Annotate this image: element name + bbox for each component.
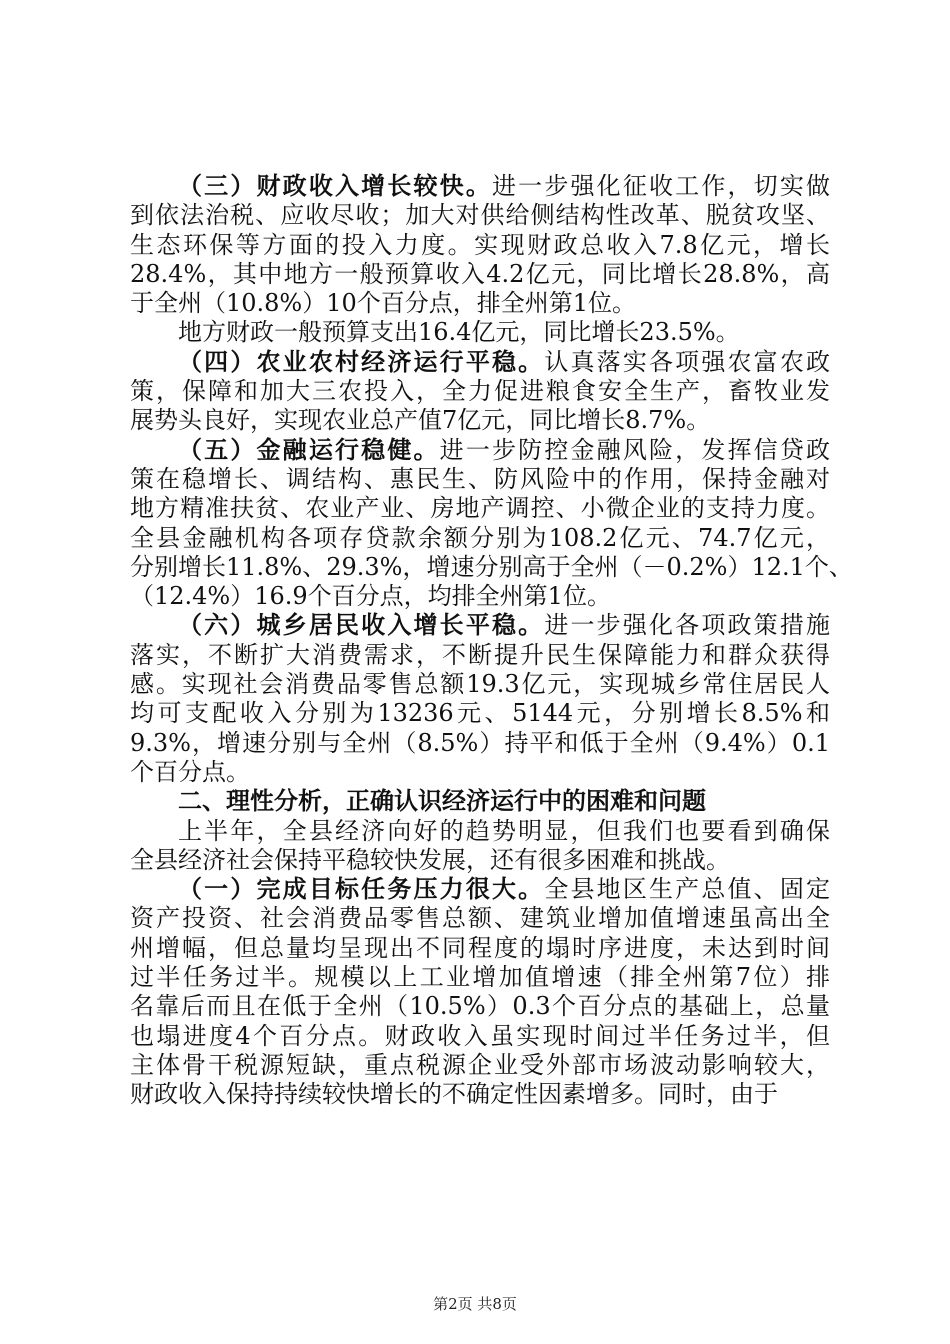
body-text: 认真落实各项强农富农政: [544, 347, 831, 376]
body-text: 28.4%，其中地方一般预算收入4.2亿元，同比增长28.8%，高: [130, 259, 830, 288]
body-text: 进一步强化征收工作，切实做: [492, 172, 830, 200]
section-heading: （四）农业农村经济运行平稳。: [178, 347, 545, 376]
text-line: [130, 904, 830, 933]
body-text: 个百分点。: [130, 757, 250, 786]
text-line: [130, 670, 830, 699]
text-line: [130, 934, 830, 963]
text-line: [130, 992, 830, 1021]
body-text: 名靠后而且在低于全州（10.5%）0.3个百分点的基础上，总量: [130, 992, 830, 1021]
text-line: [130, 348, 830, 377]
body-text: 过半任务过半。规模以上工业增加值增速（排全州第7位）排: [130, 963, 830, 992]
body-text: 感。实现社会消费品零售总额19.3亿元，实现城乡常住居民人: [130, 670, 830, 699]
text-line: [130, 172, 830, 201]
body-text: 主体骨干税源短缺，重点税源企业受外部市场波动影响较大，: [130, 1050, 830, 1079]
body-text: （12.4%）16.9个百分点，均排全州第1位。: [130, 582, 611, 611]
body-text: 全县地区生产总值、固定: [544, 875, 831, 904]
section-heading: （三）财政收入增长较快。: [178, 172, 492, 200]
text-line: [130, 201, 830, 230]
body-text: 地方精准扶贫、农业产业、房地产调控、小微企业的支持力度。: [130, 494, 830, 523]
body-text: 也塌进度4个百分点。财政收入虽实现时间过半任务过半，但: [130, 1021, 830, 1050]
text-line: [130, 231, 830, 260]
body-text: 州增幅，但总量均呈现出不同程度的塌时序进度，未达到时间: [130, 933, 830, 962]
text-line: [130, 289, 830, 318]
body-text: 资产投资、社会消费品零售总额、建筑业增加值增速虽高出全: [130, 904, 830, 933]
text-line: [130, 377, 830, 406]
section-heading: （一）完成目标任务压力很大。: [178, 875, 545, 904]
body-text: 于全州（10.8%）10个百分点，排全州第1位。: [130, 289, 637, 318]
text-line: [130, 1022, 830, 1051]
paragraph: [130, 611, 830, 787]
document-body: [130, 172, 853, 1110]
body-text: 全县经济社会保持平稳较快发展，还有很多困难和挑战。: [130, 845, 730, 874]
paragraph: [130, 172, 830, 318]
body-text: 进一步防控金融风险，发挥信贷政: [439, 435, 831, 464]
text-line: [130, 641, 830, 670]
body-text: 进一步强化各项政策措施: [544, 611, 831, 640]
text-line: [130, 875, 830, 904]
text-line: [130, 260, 830, 289]
text-line: [130, 582, 830, 611]
body-text: 全县金融机构各项存贷款余额分别为108.2亿元、74.7亿元，: [130, 523, 830, 552]
section-heading: 二、理性分析，正确认识经济运行中的困难和问题: [178, 787, 706, 816]
text-line: [130, 787, 830, 816]
paragraph: [130, 817, 830, 876]
text-line: [130, 524, 830, 553]
body-text: 策在稳增长、调结构、惠民生、防风险中的作用，保持金融对: [130, 464, 830, 493]
body-text: 到依法治税、应收尽收；加大对供给侧结构性改革、脱贫攻坚、: [130, 201, 830, 230]
body-text: 均可支配收入分别为13236元、5144元，分别增长8.5%和: [130, 699, 830, 728]
section-heading: （六）城乡居民收入增长平稳。: [178, 611, 545, 640]
text-line: [130, 963, 830, 992]
text-line: [130, 406, 830, 435]
text-line: [130, 494, 830, 523]
paragraph: [130, 787, 830, 816]
text-line: [130, 699, 830, 728]
text-line: [130, 318, 830, 347]
body-text: 财政收入保持持续较快增长的不确定性因素增多。同时，由于: [130, 1080, 778, 1109]
paragraph: [130, 318, 830, 347]
paragraph: [130, 348, 830, 436]
body-text: 上半年，全县经济向好的趋势明显，但我们也要看到确保: [178, 816, 830, 845]
text-line: [130, 758, 830, 787]
body-text: 地方财政一般预算支出16.4亿元，同比增长23.5%。: [178, 318, 740, 347]
text-line: [130, 552, 853, 582]
body-text: 9.3%，增速分别与全州（8.5%）持平和低于全州（9.4%）0.1: [130, 728, 830, 757]
section-heading: （五）金融运行稳健。: [178, 435, 440, 464]
body-text: 落实，不断扩大消费需求，不断提升民生保障能力和群众获得: [130, 640, 830, 669]
paragraph: [130, 435, 853, 612]
text-line: [130, 465, 830, 494]
text-line: [130, 817, 830, 846]
text-line: [130, 1051, 830, 1080]
body-text: 生态环保等方面的投入力度。实现财政总收入7.8亿元，增长: [130, 230, 830, 259]
body-text: 策，保障和加大三农投入，全力促进粮食安全生产，畜牧业发: [130, 377, 830, 406]
body-text: 分别增长11.8%、29.3%，增速分别高于全州（－0.2%）12.1个、: [130, 552, 853, 581]
body-text: 展势头良好，实现农业总产值7亿元，同比增长8.7%。: [130, 406, 711, 435]
page-footer: 第2页 共8页: [433, 1295, 517, 1313]
text-line: [130, 436, 830, 465]
text-line: [130, 1080, 830, 1109]
text-line: [130, 846, 830, 875]
text-line: [130, 729, 830, 758]
paragraph: [130, 875, 830, 1109]
text-line: [130, 611, 830, 640]
